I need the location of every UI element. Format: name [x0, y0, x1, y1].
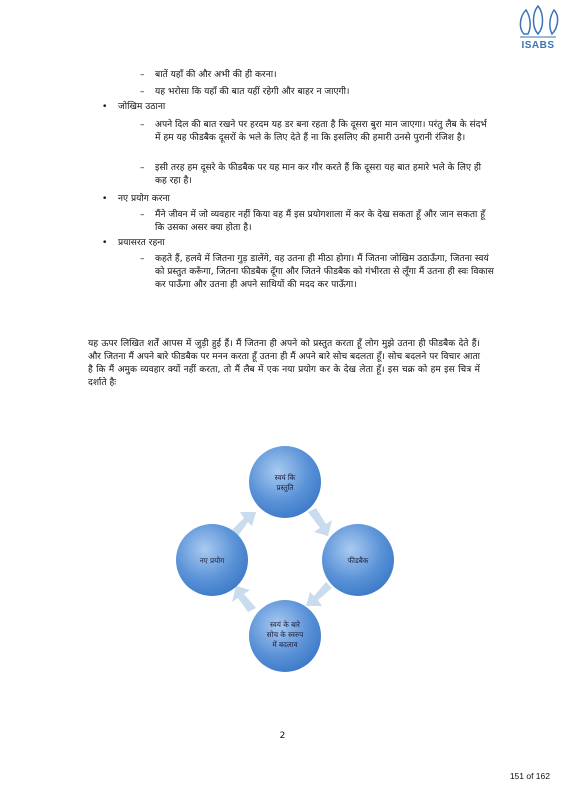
- logo-text: ISABS: [521, 40, 555, 51]
- page-count: 151 of 162: [509, 771, 550, 781]
- node-label: स्वयं कि: [274, 473, 296, 482]
- bullet-item-text: प्रयासरत रहना: [118, 238, 165, 248]
- bullet-item-text: नए प्रयोग करना: [118, 194, 170, 204]
- cycle-arrow: [306, 582, 332, 606]
- node-label: प्रस्तुति: [276, 483, 294, 492]
- node-label: नए प्रयोग: [199, 556, 225, 565]
- bullet-icon: •: [102, 238, 108, 248]
- list-item-text: इसी तरह हम दूसरे के फीडबैक पर यह मान कर गौर करते हैं कि दूसरा यह बात हमारे भले के लिए ही कह रहा है।: [155, 163, 482, 186]
- bullet-item-text: जोखिम उठाना: [118, 102, 166, 112]
- page-number: 2: [279, 731, 286, 741]
- node-label: में बदलाव: [272, 640, 298, 649]
- list-item-text: यह भरोसा कि यहाँ की बात यहीं रहेगी और बाहर न जाएगी।: [155, 87, 350, 97]
- cycle-node-self-presentation: [249, 446, 321, 518]
- cycle-arrow: [232, 512, 256, 536]
- list-item-text: मैंने जीवन में जो व्यवहार नहीं किया वह मैं इस प्रयोगशाला में कर के देख सकता हूँ और जान सकता हूँ कि उसका असर क्या होता है।: [155, 210, 486, 233]
- bullet-icon: •: [102, 102, 108, 112]
- cycle-arrow: [232, 586, 256, 612]
- cycle-diagram: [150, 440, 420, 695]
- cycle-node-feedback: [322, 524, 394, 596]
- list-item-text: अपने दिल की बात रखने पर हरदम यह डर बना रहता है कि दूसरा बुरा मान जाएगा। परंतु लैब के संदर्भ में हम यह फीडबैक दूसरों के भले के लिए देते हैं ना कि इसलिए की हमारी उनसे पुरानी रंजिश है।: [155, 120, 487, 143]
- isabs-logo: [514, 4, 562, 54]
- node-label: फीडबैक: [347, 556, 369, 565]
- cycle-node-self-view-change: [249, 600, 321, 672]
- body-paragraph: यह ऊपर लिखित शर्तें आपस में जुड़ी हुई हैं। मैं जितना ही अपने को प्रस्तुत करता हूँ लोग मुझे उतना ही फीडबैक देते हैं। और जितना मैं अपने बारे फीडबैक पर मनन करता हूँ उतना ही मैं अपने बारे सोच बदलता हूँ। सोच बदलने पर विचार आता है कि मैं अमुक व्यवहार क्यों नहीं करता, तो मैं लैब में एक नया प्रयोग कर के देख लेता हूँ। इस चक्र को हम इस चित्र में दर्शाते हैः: [88, 339, 480, 388]
- list-item-text: कहते हैं, हलवे में जितना गुड़ डालेंगे, वह उतना ही मीठा होगा। मैं जितना जोखिम उठाऊँगा, जितना स्वयं को प्रस्तुत करूँगा, जितना फीडबैक दूँगा और जितने फीडबैक को गंभीरता से लूँगा मैं उतना ही स्वः विकास कर पाऊँगा और उतना ही अपने साथियों की मदद कर पाऊँगा।: [155, 254, 494, 290]
- list-item-text: बातें यहाँ की और अभी की ही करना।: [155, 70, 277, 80]
- cycle-node-new-experiment: [176, 524, 248, 596]
- cycle-arrow: [308, 508, 332, 536]
- isabs-people-icon: [514, 4, 562, 40]
- node-label: सोच के स्वरुप: [266, 630, 304, 639]
- bullet-icon: •: [102, 194, 108, 204]
- node-label: स्वयं के बारे: [270, 620, 300, 629]
